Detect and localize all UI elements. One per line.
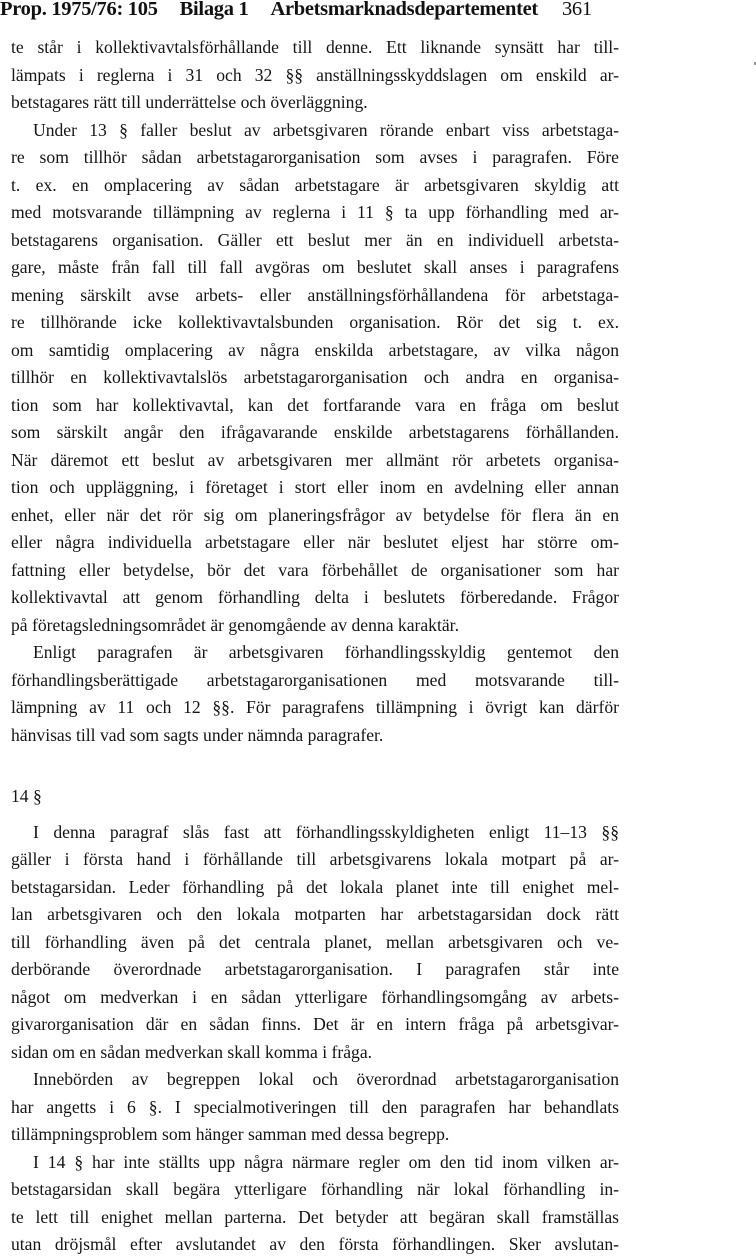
body-text bbox=[11, 34, 619, 1259]
text-line: Under 13 § faller beslut av arbetsgivaren rörande enbart viss arbetstaga- bbox=[33, 119, 619, 140]
section-paragraphs bbox=[11, 819, 619, 1259]
text-line: re som tillhör sådan arbetstagarorganisation som avses i paragrafen. Före bbox=[11, 147, 619, 167]
text-line: kollektivavtal att genom förhandling delta i beslutets förberedande. Frågor bbox=[11, 587, 619, 607]
text-line: betstagarens organisation. Gäller ett beslut mer än en individuell arbetsta- bbox=[11, 229, 619, 250]
paragraph bbox=[11, 1066, 619, 1149]
text-line: gare, måste från fall till fall avgöras om beslutet skall anses i paragrafens bbox=[11, 257, 619, 277]
text-line: I denna paragraf slås fast att förhandlingsskyldigheten enligt 11–13 §§ bbox=[33, 821, 619, 842]
text-line: re tillhörande icke kollektivavtalsbunden organisation. Rör det sig t. ex. bbox=[11, 312, 619, 332]
paragraph bbox=[11, 117, 619, 640]
text-line: med motsvarande tillämpning av reglerna i 11 § ta upp förhandling med ar- bbox=[11, 202, 619, 222]
text-line: eller några individuella arbetstagare eller när beslutet eljest har större om- bbox=[11, 532, 619, 552]
text-line: utan dröjsmål efter avslutandet av den första förhandlingen. Sker avslutan- bbox=[11, 1234, 619, 1254]
header-proposition: Prop. 1975/76: 105 bbox=[0, 0, 158, 20]
text-line: tion som har kollektivavtal, kan det fortfarande vara en fråga om beslut bbox=[11, 394, 619, 415]
section-spacer bbox=[11, 811, 619, 819]
text-line: något om medverkan i en sådan ytterligare förhandlingsomgång av arbets- bbox=[11, 986, 619, 1007]
text-line: tion och uppläggning, i företaget i stort eller inom en avdelning eller annan bbox=[11, 477, 619, 497]
text-line: enhet, eller när det rör sig om planeringsfrågor av betydelse för flera än en bbox=[11, 504, 619, 525]
text-line: I 14 § har inte ställts upp några närmare regler om den tid inom vilken ar- bbox=[33, 1151, 619, 1172]
text-line: som särskilt angår den ifrågavarande enskilde arbetstagarens förhållanden. bbox=[11, 422, 619, 442]
text-line: har angetts i 6 §. I specialmotiveringen till den paragrafen har behandlats bbox=[11, 1096, 619, 1117]
paragraphs-before-section bbox=[11, 34, 619, 749]
text-line: tillhör en kollektivavtalslös arbetstagarorganisation och andra en organisa- bbox=[11, 367, 619, 387]
text-line: mening särskilt avse arbets- eller anställningsförhållandena för arbetstaga- bbox=[11, 284, 619, 305]
text-line: om samtidig omplacering av några enskilda arbetstagare, av vilka någon bbox=[11, 339, 619, 360]
text-line: betstagarsidan skall begära ytterligare förhandling när lokal förhandling in- bbox=[11, 1179, 619, 1199]
text-line: te står i kollektivavtalsförhållande till denne. Ett liknande synsätt har till- bbox=[11, 37, 619, 57]
text-line: sidan om en sådan medverkan skall komma i fråga. bbox=[11, 1041, 373, 1062]
text-line: lämpning av 11 och 12 §§. För paragrafens tillämpning i övrigt kan därför bbox=[11, 697, 619, 717]
text-line: förhandlingsberättigade arbetstagarorganisationen med motsvarande till- bbox=[11, 669, 619, 690]
text-line: gäller i första hand i förhållande till arbetsgivarens lokala motpart på ar- bbox=[11, 849, 619, 869]
text-line: givarorganisation där en sådan finns. Det är en intern fråga på arbetsgivar- bbox=[11, 1014, 619, 1034]
text-line: Innebörden av begreppen lokal och överordnad arbetstagarorganisation bbox=[33, 1069, 619, 1089]
paragraph bbox=[11, 34, 619, 117]
text-line: till förhandling även på det centrala planet, mellan arbetsgivaren och ve- bbox=[11, 931, 619, 952]
text-line: När däremot ett beslut av arbetsgivaren mer allmänt rör arbetets organisa- bbox=[11, 449, 619, 470]
text-line: betstagares rätt till underrättelse och överläggning. bbox=[11, 92, 368, 112]
text-line: t. ex. en omplacering av sådan arbetstagare är arbetsgivaren skyldig att bbox=[11, 174, 619, 195]
text-line: tillämpningsproblem som hänger samman med dessa begrepp. bbox=[11, 1124, 450, 1144]
page-header bbox=[0, 0, 592, 24]
paragraph bbox=[11, 639, 619, 749]
paragraph bbox=[11, 1149, 619, 1259]
header-appendix: Bilaga 1 bbox=[179, 0, 249, 20]
section-gap bbox=[11, 749, 619, 783]
text-line: betstagarsidan. Leder förhandling på det lokala planet inte till enighet mel- bbox=[11, 876, 619, 897]
section-heading: 14 § bbox=[11, 786, 42, 806]
header-department: Arbetsmarknadsdepartementet bbox=[270, 0, 538, 20]
paragraph bbox=[11, 819, 619, 1067]
text-line: på företagsledningsområdet är genomgående av denna karaktär. bbox=[11, 614, 459, 635]
text-line: Enligt paragrafen är arbetsgivaren förhandlingsskyldig gentemot den bbox=[33, 642, 619, 662]
text-line: derbörande överordnade arbetstagarorganisation. I paragrafen står inte bbox=[11, 959, 619, 979]
page-number: 361 bbox=[561, 0, 592, 20]
text-line: fattning eller betydelse, bör det vara förbehållet de organisationer som har bbox=[11, 559, 619, 580]
text-line: lan arbetsgivaren och den lokala motparten har arbetstagarsidan dock rätt bbox=[11, 904, 619, 924]
text-line: te lett till enighet mellan parterna. Det betyder att begäran skall framställas bbox=[11, 1206, 619, 1227]
text-line: hänvisas till vad som sagts under nämnda paragrafer. bbox=[11, 724, 384, 745]
text-line: lämpats i reglerna i 31 och 32 §§ anställningsskyddslagen om enskild ar- bbox=[11, 64, 619, 85]
